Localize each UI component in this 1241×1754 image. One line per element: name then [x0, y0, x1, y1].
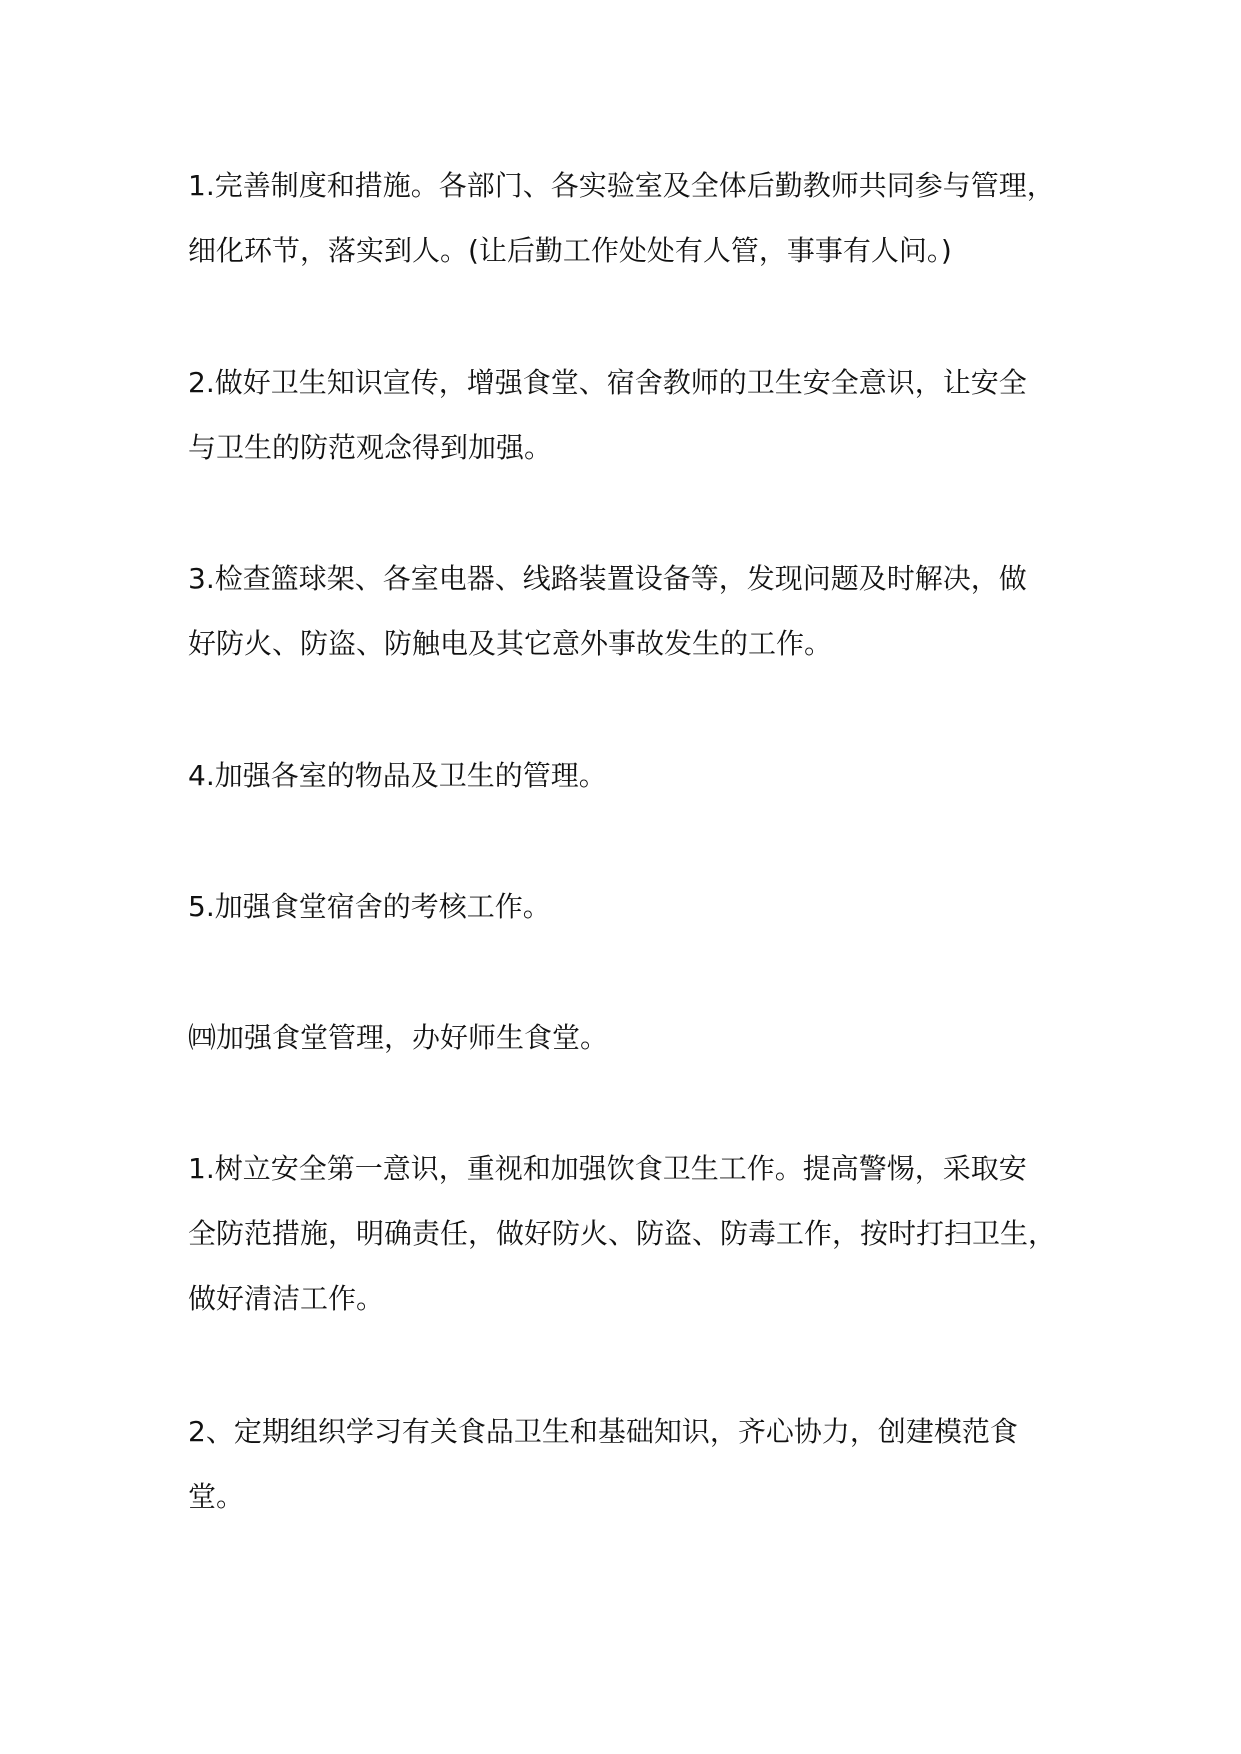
paragraph-6: 1.树立安全第一意识，重视和加强饮食卫生工作。提高警惕，采取安 全防范措施，明确责任，做好防火、防盗、防毒工作，按时打扫卫生， 做好清洁工作。 — [188, 1152, 1057, 1315]
section-heading: ㈣加强食堂管理，办好师生食堂。 — [188, 1021, 609, 1054]
paragraph-4: 4.加强各室的物品及卫生的管理。 — [188, 759, 607, 792]
paragraph-7: 2、定期组织学习有关食品卫生和基础知识，齐心协力，创建模范食 堂。 — [188, 1415, 1018, 1513]
paragraph-1: 1.完善制度和措施。各部门、各实验室及全体后勤教师共同参与管理， 细化环节，落实到人。(让后勤工作处处有人管，事事有人问。) — [188, 169, 1055, 267]
paragraph-3: 3.检查篮球架、各室电器、线路装置设备等，发现问题及时解决，做 好防火、防盗、防触电及其它意外事故发生的工作。 — [188, 562, 1027, 660]
paragraph-5: 5.加强食堂宿舍的考核工作。 — [188, 890, 551, 923]
paragraph-2: 2.做好卫生知识宣传，增强食堂、宿舍教师的卫生安全意识，让安全 与卫生的防范观念得到加强。 — [188, 366, 1027, 464]
